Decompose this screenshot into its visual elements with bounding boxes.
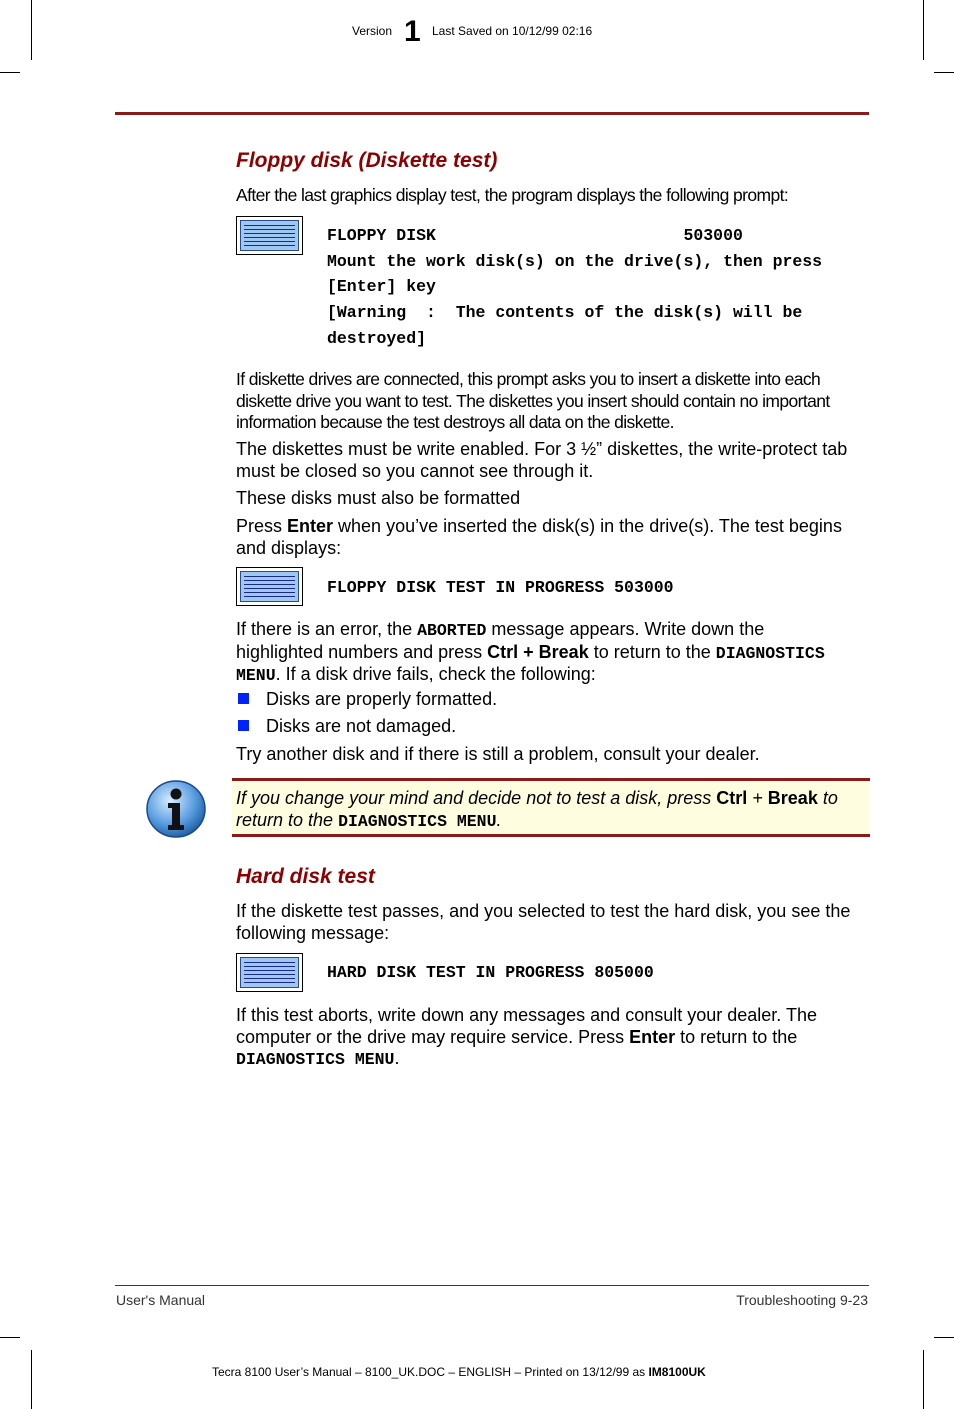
prompt-line: [Enter] key [327,277,436,297]
paragraph: Try another disk and if there is still a problem, consult your dealer. [236,744,760,764]
note-text: If you change your mind and decide not to test a disk, press Ctrl + Break to return to the DIAGNOSTICS MENU. [236,788,838,831]
bullet-square-icon [238,693,249,704]
paragraph: If this test aborts, write down any messages and consult your dealer. The computer or the drive may require service. Press Enter to return to the DIAGNOSTICS MENU. [236,1005,817,1069]
crop-mark [923,1350,924,1409]
footer-left: User's Manual [116,1292,206,1308]
crop-mark [31,1350,32,1409]
prompt-line: destroyed] [327,328,427,348]
monitor-icon [236,953,303,992]
paragraph: If the diskette test passes, and you selected to test the hard disk, you see the following message: [236,901,851,943]
top-rule [115,112,869,115]
footer-right: Troubleshooting 9-23 [736,1292,868,1308]
section-title-floppy: Floppy disk (Diskette test) [236,149,498,172]
paragraph: If there is an error, the ABORTED message appears. Write down the highlighted numbers and press Ctrl + Break to return to the DIAGNOSTICS MENU. If a disk drive fails, check the following: [236,619,825,685]
crop-mark [934,1337,954,1338]
intro-text: After the last graphics display test, the program displays the following prompt: [236,185,789,205]
crop-mark [934,72,954,73]
crop-mark [0,1337,20,1338]
version-label: Version [352,24,393,38]
paragraph: Press Enter when you’ve inserted the disk(s) in the drive(s). The test begins and displays: [236,516,842,558]
bullet-square-icon [238,720,249,731]
prompt-line: [Warning : The contents of the disk(s) will be [327,303,803,323]
print-info: Tecra 8100 User’s Manual – 8100_UK.DOC – ENGLISH – Printed on 13/12/99 as IM8100UK [212,1365,706,1379]
info-icon [146,780,206,838]
paragraph: If diskette drives are connected, this prompt asks you to insert a diskette into each diskette drive you want to test. The diskettes you insert should contain no important information because the test destroys all data on the diskette. [236,369,830,432]
crop-mark [0,72,20,73]
floppy-prompt [327,223,822,352]
crop-mark [31,0,32,60]
paragraph: The diskettes must be write enabled. For 3 ½” diskettes, the write-protect tab must be closed so you cannot see through it. [236,439,848,481]
prompt-line: Mount the work disk(s) on the drive(s), then press [327,251,823,271]
version-number: 1 [404,15,421,48]
last-saved: Last Saved on 10/12/99 02:16 [432,24,593,38]
bottom-rule [115,1285,869,1286]
monitor-icon [236,567,303,606]
list-item: Disks are not damaged. [266,716,457,736]
section-title-hard-disk: Hard disk test [236,865,375,888]
floppy-progress: FLOPPY DISK TEST IN PROGRESS 503000 [327,578,674,597]
monitor-icon [236,216,303,255]
list-item: Disks are properly formatted. [266,689,498,709]
prompt-line: FLOPPY DISK 503000 [327,226,743,245]
hard-disk-progress: HARD DISK TEST IN PROGRESS 805000 [327,963,654,982]
paragraph: These disks must also be formatted [236,488,521,508]
crop-mark [923,0,924,60]
